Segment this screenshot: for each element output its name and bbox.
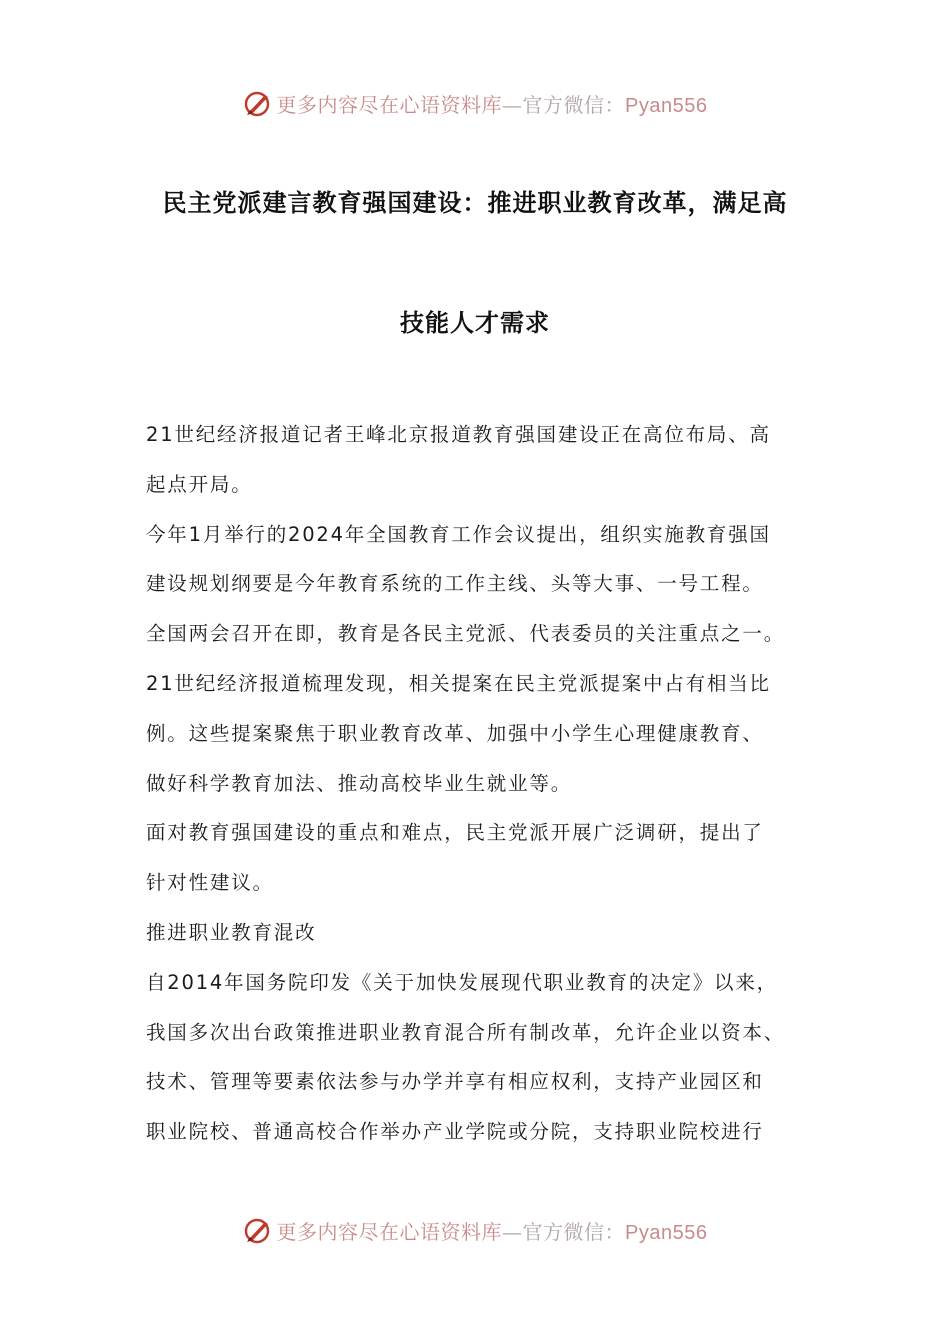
pen-circle-logo-icon <box>243 88 273 118</box>
header-watermark <box>0 83 950 123</box>
article-title-line-1: 民主党派建言教育强国建设：推进职业教育改革，满足高 <box>162 189 788 217</box>
watermark-text: 更多内容尽在心语资料库—官方微信：Pyan556 <box>276 1219 708 1244</box>
body-line: 自2014年国务院印发《关于加快发展现代职业教育的决定》以来， <box>146 970 778 994</box>
body-line: 做好科学教育加法、推动高校毕业生就业等。 <box>146 771 573 795</box>
article-body <box>146 410 826 1157</box>
section-heading: 推进职业教育混改 <box>146 920 317 944</box>
body-line: 全国两会召开在即，教育是各民主党派、代表委员的关注重点之一。 <box>146 622 786 646</box>
body-line: 技术、管理等要素依法参与办学并享有相应权利，支持产业园区和 <box>146 1070 764 1094</box>
body-line: 21世纪经济报道梳理发现，相关提案在民主党派提案中占有相当比 <box>146 671 771 695</box>
watermark-text: 更多内容尽在心语资料库—官方微信：Pyan556 <box>276 92 708 117</box>
body-line: 起点开局。 <box>146 472 253 496</box>
body-line: 职业院校、普通高校合作举办产业学院或分院，支持职业院校进行 <box>146 1120 764 1144</box>
body-line: 建设规划纲要是今年教育系统的工作主线、头等大事、一号工程。 <box>146 572 764 596</box>
body-line: 例。这些提案聚焦于职业教育改革、加强中小学生心理健康教育、 <box>146 721 764 745</box>
body-line: 21世纪经济报道记者王峰北京报道教育强国建设正在高位布局、高 <box>146 423 771 446</box>
body-line: 面对教育强国建设的重点和难点，民主党派开展广泛调研，提出了 <box>146 821 764 845</box>
body-line: 针对性建议。 <box>146 871 274 895</box>
pen-circle-logo-icon <box>243 1215 273 1245</box>
article-title-line-2: 技能人才需求 <box>400 309 550 337</box>
body-line: 我国多次出台政策推进职业教育混合所有制改革，允许企业以资本、 <box>146 1020 786 1044</box>
body-line: 今年1月举行的2024年全国教育工作会议提出，组织实施教育强国 <box>146 522 771 546</box>
footer-watermark <box>0 1210 950 1250</box>
